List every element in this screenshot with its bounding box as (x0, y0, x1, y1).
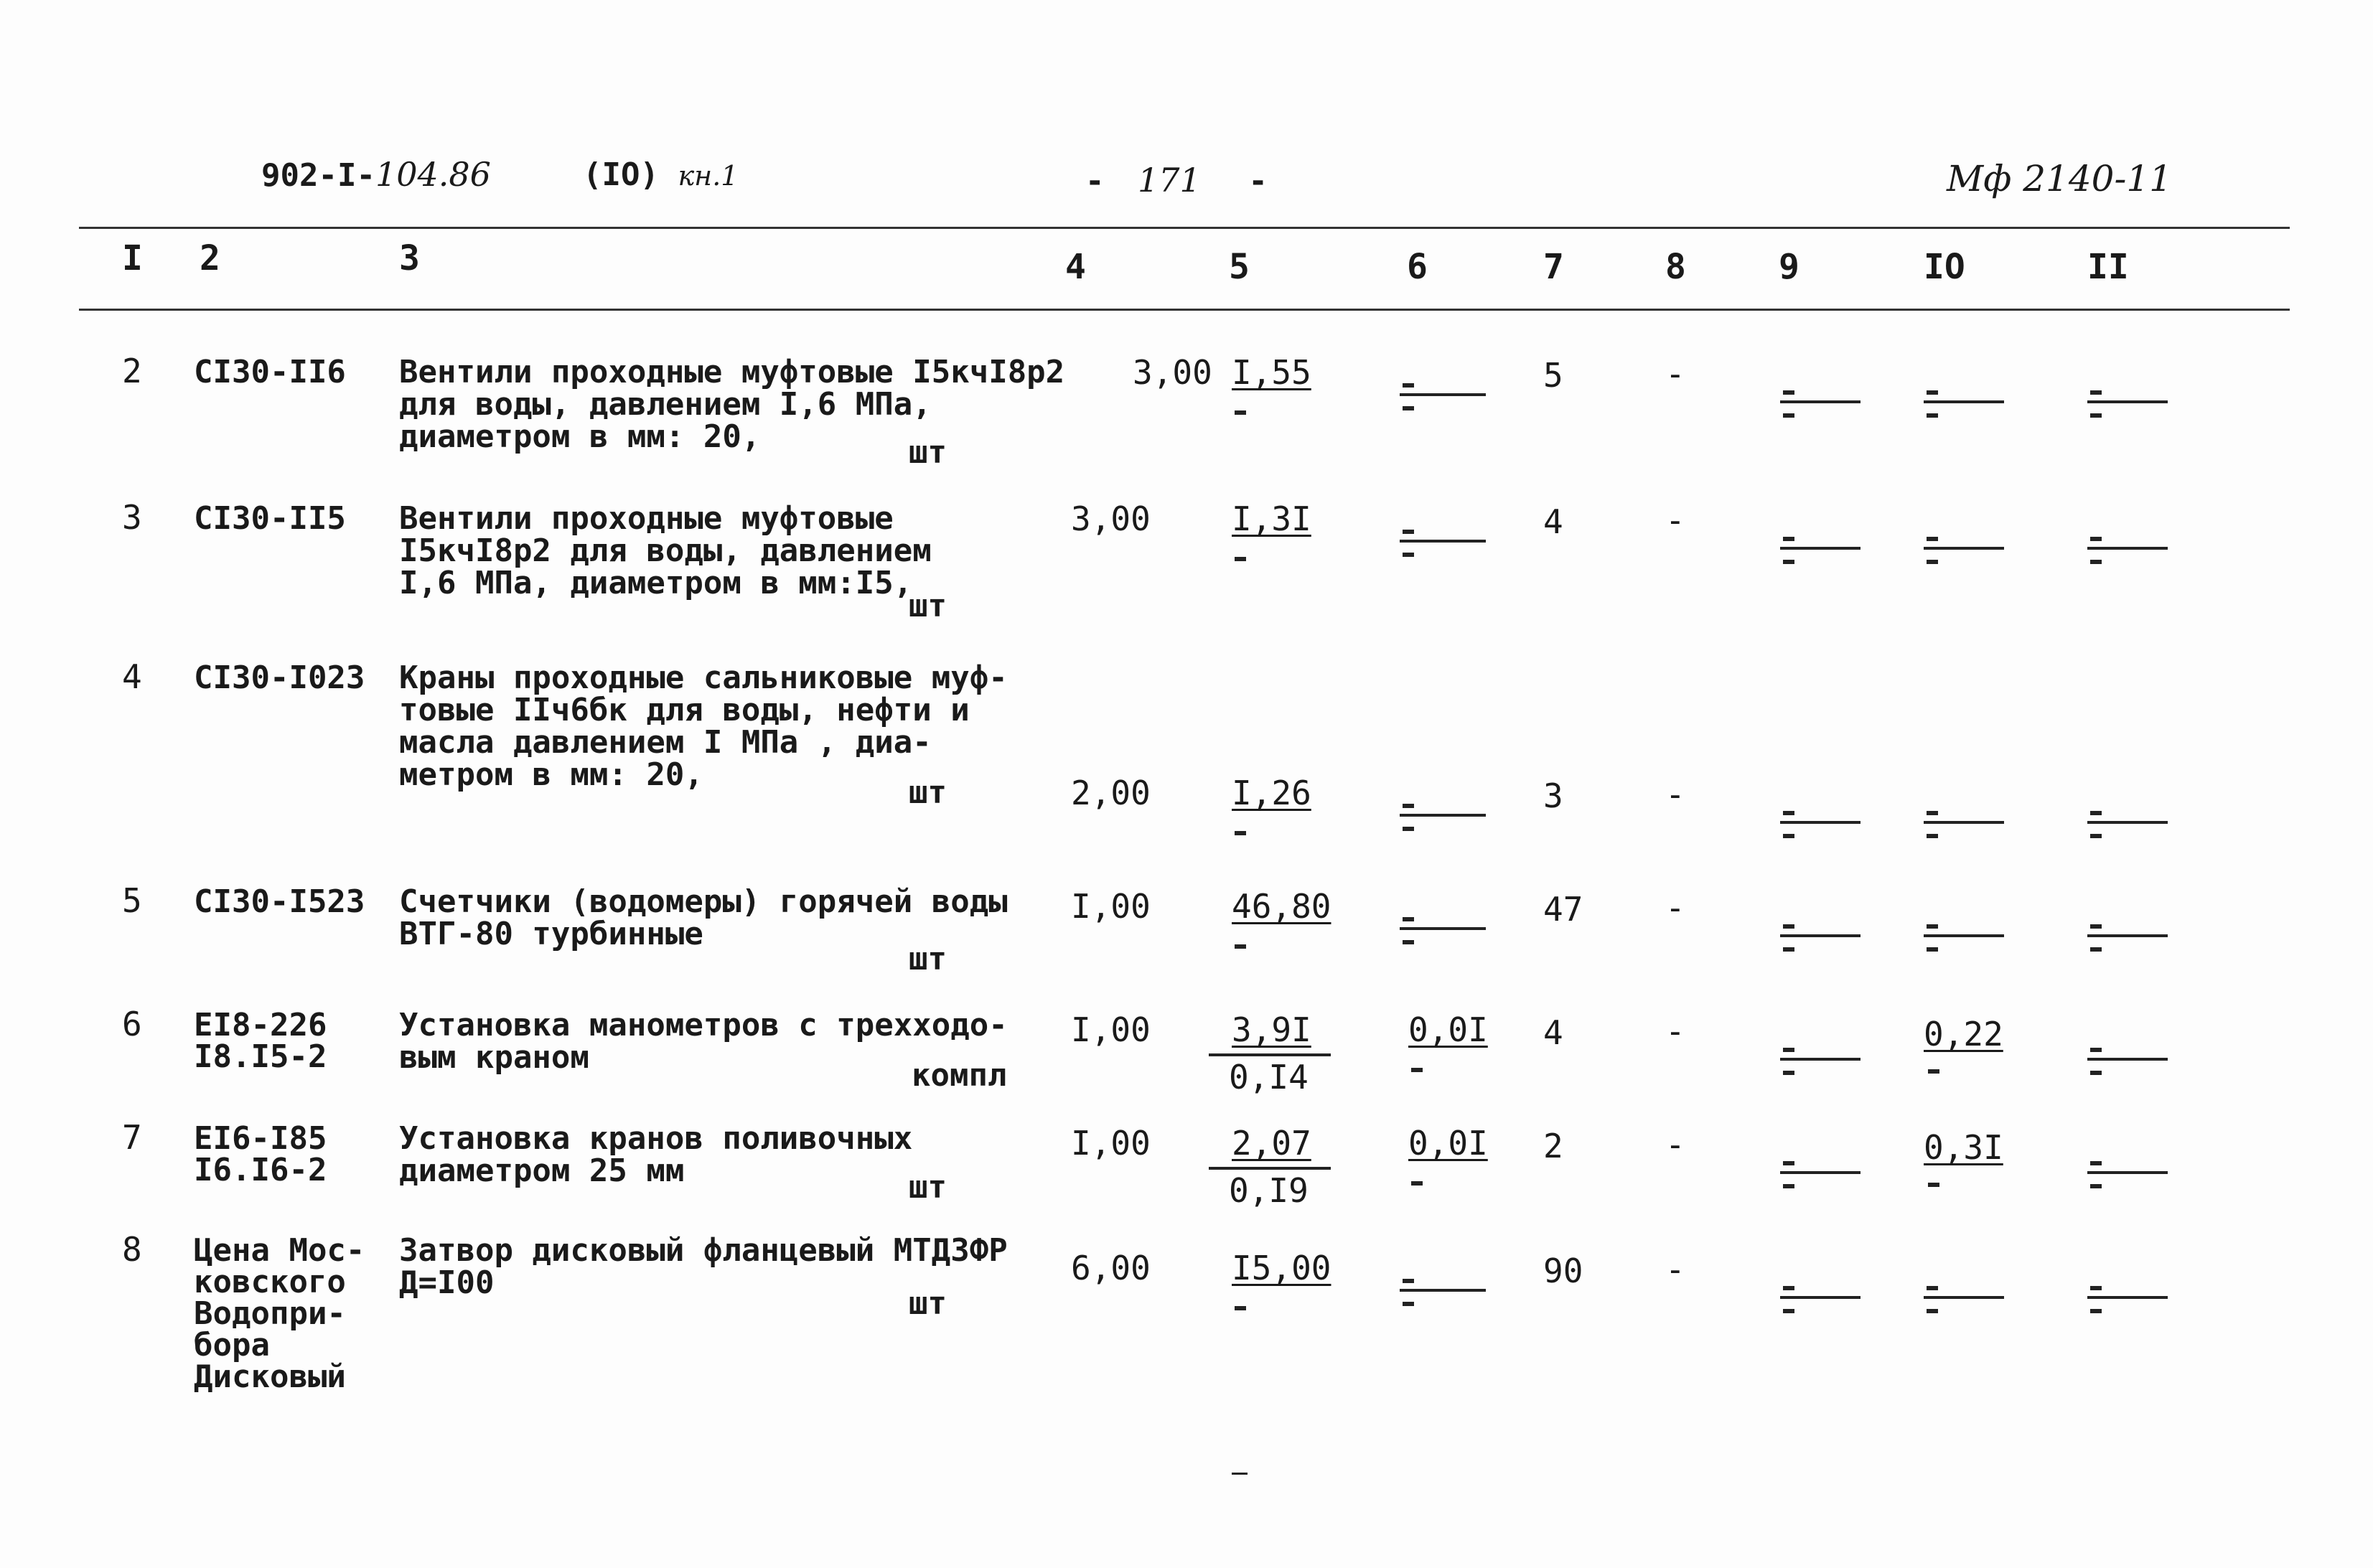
row-col8: - (1665, 1125, 1685, 1164)
row-total: 4 (1543, 1013, 1563, 1052)
row-col11-fraction-bottom-dash (2090, 834, 2102, 838)
row-col8: - (1665, 501, 1685, 540)
row-total: 5 (1543, 356, 1563, 395)
column-header-3: 3 (399, 238, 420, 278)
row-total: 90 (1543, 1252, 1583, 1290)
row-price-wages: 0,I9 (1229, 1171, 1309, 1210)
column-header-10: IO (1924, 247, 1965, 287)
row-machine-fraction-top-dash (1403, 383, 1414, 388)
row-description-line: диаметром в мм: 20, (399, 418, 761, 455)
row-description-line: Установка манометров с трехходо- (399, 1007, 1008, 1043)
row-col9-fraction-line (1780, 1296, 1861, 1299)
row-description-line: Установка кранов поливочных (399, 1120, 913, 1157)
row-col9-fraction-line (1780, 821, 1861, 824)
row-col8: - (1665, 355, 1685, 393)
row-price-fraction-line (1209, 1053, 1331, 1056)
row-col9-fraction-top-dash (1783, 1161, 1794, 1165)
row-col11-fraction-top-dash (2090, 390, 2102, 395)
row-code-line: EI6-I85 (194, 1120, 327, 1157)
row-col11-fraction-line (2087, 547, 2168, 550)
row-col8: - (1665, 1250, 1685, 1289)
row-col10-fraction-top-dash (1927, 1286, 1938, 1290)
row-col9-fraction-line (1780, 1171, 1861, 1174)
row-number: 4 (122, 657, 142, 696)
row-code-line: ковского (194, 1264, 346, 1300)
row-col10-fraction-top-dash (1927, 390, 1938, 395)
row-unit: шт (909, 1169, 947, 1206)
row-col9-fraction-top-dash (1783, 1286, 1794, 1290)
row-machine-cost: 0,0I (1408, 1010, 1488, 1049)
row-col9-fraction-top-dash (1783, 1048, 1794, 1052)
row-unit: компл (912, 1057, 1007, 1094)
row-col8: - (1665, 1012, 1685, 1051)
row-price-direct: I,55 (1232, 353, 1311, 392)
row-machine-fraction-bottom-dash (1403, 940, 1414, 944)
row-unit: шт (909, 1285, 947, 1322)
row-number: 2 (122, 352, 142, 390)
row-col11-fraction-line (2087, 1296, 2168, 1299)
row-col9-fraction-bottom-dash (1783, 1309, 1794, 1313)
row-code-line: Водопри- (194, 1295, 346, 1332)
column-header-4: 4 (1065, 247, 1086, 287)
archive-stamp: Мф 2140-11 (1947, 158, 2172, 199)
row-col9-fraction-top-dash (1783, 390, 1794, 395)
row-price-bottom-dash (1235, 944, 1246, 949)
row-col9-fraction-bottom-dash (1783, 1184, 1794, 1188)
row-price-bottom-dash (1235, 1306, 1246, 1310)
row-price-wages: 0,I4 (1229, 1058, 1309, 1097)
row-col8: - (1665, 775, 1685, 814)
row-description-line: Вентили проходные муфтовые (399, 500, 894, 537)
page-number-value: 171 (1138, 161, 1201, 199)
row-price-direct: 3,9I (1232, 1010, 1311, 1049)
row-col9-fraction-bottom-dash (1783, 1071, 1794, 1075)
row-quantity: 3,00 (1133, 353, 1212, 392)
row-number: 8 (122, 1230, 142, 1269)
row-machine-fraction-bottom-dash (1403, 1302, 1414, 1306)
issue-handwritten: кн.1 (678, 160, 739, 192)
row-description-line: I,6 МПа, диаметром в мм:I5, (399, 565, 913, 601)
column-header-8: 8 (1665, 247, 1686, 287)
row-col11-fraction-top-dash (2090, 811, 2102, 815)
column-header-5: 5 (1229, 247, 1250, 287)
row-col10-fraction-line (1924, 1296, 2004, 1299)
row-col11-fraction-top-dash (2090, 537, 2102, 541)
row-price-direct: 2,07 (1232, 1124, 1311, 1163)
row-code-line: CI30-II5 (194, 500, 346, 537)
row-col10-fraction-line (1924, 547, 2004, 550)
row-col11-fraction-line (2087, 1058, 2168, 1061)
page-number (1085, 161, 1268, 199)
row-col11-fraction-bottom-dash (2090, 1184, 2102, 1188)
row-machine-fraction-bottom-dash (1403, 406, 1414, 410)
row-col11-fraction-top-dash (2090, 924, 2102, 929)
row-price-bottom-dash (1235, 410, 1246, 415)
row-machine-fraction-top-dash (1403, 1279, 1414, 1283)
row-total: 2 (1543, 1127, 1563, 1165)
row-col11-fraction-bottom-dash (2090, 1309, 2102, 1313)
row-col9-fraction-line (1780, 400, 1861, 403)
row-machine-fraction-bottom-dash (1403, 553, 1414, 557)
column-header-1: I (122, 238, 143, 278)
row-col10-bottom-dash (1928, 1069, 1939, 1074)
row-col11-fraction-line (2087, 1171, 2168, 1174)
row-price-fraction-line (1209, 1167, 1331, 1170)
row-total: 3 (1543, 776, 1563, 815)
row-col9-fraction-top-dash (1783, 811, 1794, 815)
row-description-line: Д=I00 (399, 1264, 495, 1301)
row-quantity: I,00 (1071, 887, 1151, 926)
row-machine-fraction-line (1400, 927, 1486, 930)
row-col11-fraction-bottom-dash (2090, 560, 2102, 564)
row-price-direct: I5,00 (1232, 1249, 1331, 1287)
row-col9-fraction-top-dash (1783, 924, 1794, 929)
row-description-line: Краны проходные сальниковые муф- (399, 659, 1008, 696)
row-quantity: 3,00 (1071, 499, 1151, 538)
row-unit: шт (909, 434, 947, 471)
row-code-line: I6.I6-2 (194, 1152, 327, 1188)
header-top-rule (79, 227, 2290, 229)
document-code-handwritten: 104.86 (375, 155, 491, 194)
row-description-line: диаметром 25 мм (399, 1152, 685, 1189)
row-code-line: CI30-I023 (194, 659, 365, 696)
row-col11-fraction-line (2087, 400, 2168, 403)
row-col11-fraction-top-dash (2090, 1161, 2102, 1165)
row-quantity: I,00 (1071, 1010, 1151, 1049)
row-description-line: масла давлением I МПа , диа- (399, 724, 932, 761)
row-description-line: Вентили проходные муфтовые I5кчI8р2 (399, 354, 1065, 390)
row-price-bottom-dash (1235, 831, 1246, 835)
row-machine-fraction-top-dash (1403, 530, 1414, 534)
page-dash-left: - (1085, 163, 1105, 199)
document-code-typed: 902-I- (261, 157, 375, 194)
page-bottom-mark (1232, 1473, 1248, 1475)
row-description-line: ВТГ-80 турбинные (399, 916, 703, 952)
row-col10-fraction-line (1924, 821, 2004, 824)
row-price-bottom-dash (1235, 557, 1246, 561)
column-header-7: 7 (1543, 247, 1564, 287)
row-price-direct: 46,80 (1232, 887, 1331, 926)
row-col10-fraction-bottom-dash (1927, 947, 1938, 952)
row-machine-cost: 0,0I (1408, 1124, 1488, 1163)
row-number: 5 (122, 881, 142, 920)
header-bottom-rule (79, 309, 2290, 311)
row-col9-fraction-bottom-dash (1783, 834, 1794, 838)
row-col10-value: 0,3I (1924, 1128, 2003, 1167)
row-total: 47 (1543, 890, 1583, 929)
column-header-6: 6 (1407, 247, 1428, 287)
row-col10-fraction-bottom-dash (1927, 413, 1938, 418)
row-col10-bottom-dash (1928, 1183, 1939, 1187)
row-col10-fraction-bottom-dash (1927, 560, 1938, 564)
row-col11-fraction-bottom-dash (2090, 1071, 2102, 1075)
issue-typed: (IO) (583, 156, 659, 193)
row-machine-fraction-line (1400, 814, 1486, 817)
row-col10-fraction-line (1924, 400, 2004, 403)
row-price-direct: I,26 (1232, 774, 1311, 812)
row-description-line: товые IIч6бк для воды, нефти и (399, 692, 970, 728)
row-col10-fraction-line (1924, 934, 2004, 937)
row-col10-fraction-bottom-dash (1927, 834, 1938, 838)
row-col9-fraction-bottom-dash (1783, 947, 1794, 952)
column-header-2: 2 (200, 238, 220, 278)
row-col11-fraction-line (2087, 821, 2168, 824)
row-description-line: Счетчики (водомеры) горячей воды (399, 883, 1008, 920)
issue-marker (583, 156, 738, 193)
row-code-line: EI8-226 (194, 1007, 327, 1043)
row-quantity: 2,00 (1071, 774, 1151, 812)
row-col11-fraction-top-dash (2090, 1286, 2102, 1290)
row-code-line: Цена Мос- (194, 1232, 365, 1269)
row-col10-fraction-top-dash (1927, 537, 1938, 541)
row-total: 4 (1543, 502, 1563, 541)
row-col11-fraction-top-dash (2090, 1048, 2102, 1052)
row-code-line: CI30-I523 (194, 883, 365, 920)
row-code-line: CI30-II6 (194, 354, 346, 390)
row-machine-bottom-dash (1411, 1068, 1423, 1072)
row-machine-fraction-line (1400, 393, 1486, 396)
row-description-line: вым краном (399, 1039, 589, 1076)
row-code-line: I8.I5-2 (194, 1038, 327, 1075)
row-col9-fraction-top-dash (1783, 537, 1794, 541)
page-dash-right: - (1248, 163, 1268, 199)
row-unit: шт (909, 941, 947, 977)
row-col10-value: 0,22 (1924, 1015, 2003, 1053)
row-number: 3 (122, 498, 142, 537)
row-col8: - (1665, 888, 1685, 927)
row-price-direct: I,3I (1232, 499, 1311, 538)
row-machine-fraction-top-dash (1403, 804, 1414, 808)
row-col9-fraction-bottom-dash (1783, 560, 1794, 564)
document-code (261, 155, 491, 194)
row-col11-fraction-bottom-dash (2090, 947, 2102, 952)
row-number: 7 (122, 1118, 142, 1157)
row-code-line: бора (194, 1327, 270, 1363)
row-unit: шт (909, 774, 947, 811)
row-description-line: I5кчI8р2 для воды, давлением (399, 532, 932, 569)
row-machine-fraction-line (1400, 1289, 1486, 1292)
row-description-line: Затвор дисковый фланцевый МТДЗФР (399, 1232, 1008, 1269)
row-col9-fraction-bottom-dash (1783, 413, 1794, 418)
row-col10-fraction-top-dash (1927, 811, 1938, 815)
row-col10-fraction-top-dash (1927, 924, 1938, 929)
row-description-line: для воды, давлением I,6 МПа, (399, 386, 932, 423)
row-col11-fraction-bottom-dash (2090, 413, 2102, 418)
row-machine-fraction-bottom-dash (1403, 827, 1414, 831)
row-col9-fraction-line (1780, 547, 1861, 550)
row-description-line: метром в мм: 20, (399, 756, 703, 793)
row-code-line: Дисковый (194, 1358, 346, 1395)
row-col9-fraction-line (1780, 934, 1861, 937)
row-machine-fraction-top-dash (1403, 917, 1414, 921)
row-unit: шт (909, 588, 947, 624)
row-machine-bottom-dash (1411, 1181, 1423, 1186)
column-header-11: II (2087, 247, 2129, 287)
column-header-9: 9 (1779, 247, 1799, 287)
row-quantity: I,00 (1071, 1124, 1151, 1163)
row-number: 6 (122, 1005, 142, 1043)
row-machine-fraction-line (1400, 540, 1486, 543)
row-quantity: 6,00 (1071, 1249, 1151, 1287)
row-col9-fraction-line (1780, 1058, 1861, 1061)
row-col10-fraction-bottom-dash (1927, 1309, 1938, 1313)
row-col11-fraction-line (2087, 934, 2168, 937)
